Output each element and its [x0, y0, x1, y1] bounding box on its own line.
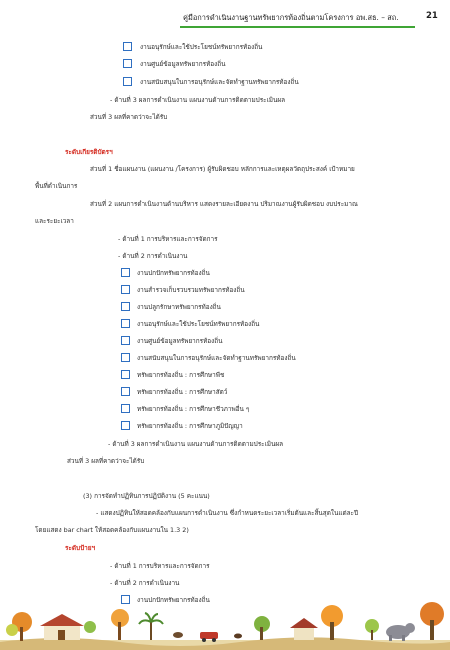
paragraph: (3) การจัดทำปฏิทินการปฏิบัติงาน (5 คะแนน) — [83, 492, 210, 500]
checkbox-label: ทรัพยากรท้องถิ่น : การศึกษาภูมิปัญญา — [137, 422, 243, 430]
checkbox-label: งานอนุรักษ์และใช้ประโยชน์ทรัพยากรท้องถิ่น — [140, 43, 263, 51]
checkbox[interactable] — [121, 285, 130, 294]
header-title: คู่มือการดำเนินงานฐานทรัพยากรท้องถิ่นตามโครงการ อพ.สธ. – สถ. — [183, 13, 399, 22]
checkbox-label: ทรัพยากรท้องถิ่น : การศึกษาสัตว์ — [137, 388, 228, 396]
page-number: 21 — [426, 11, 438, 21]
checkbox[interactable] — [121, 319, 130, 328]
paragraph: ส่วนที่ 3 ผลที่คาดว่าจะได้รับ — [90, 113, 168, 121]
checkbox[interactable] — [121, 353, 130, 362]
checkbox-label: งานศูนย์ข้อมูลทรัพยากรท้องถิ่น — [137, 337, 223, 345]
checkbox-label: ทรัพยากรท้องถิ่น : การศึกษาชีวภาพอื่น ๆ — [137, 405, 250, 413]
checkbox[interactable] — [121, 387, 130, 396]
section-item: - ด้านที่ 2 การดำเนินงาน — [110, 579, 180, 587]
rural-landscape-illustration — [0, 572, 450, 650]
section-item: - ด้านที่ 1 การบริหารและการจัดการ — [110, 562, 210, 570]
checkbox-label: งานปลูกรักษาทรัพยากรท้องถิ่น — [137, 303, 221, 311]
checkbox-label: งานสนับสนุนในการอนุรักษ์และจัดทำฐานทรัพยากรท้องถิ่น — [140, 78, 299, 86]
paragraph: ส่วนที่ 3 ผลที่คาดว่าจะได้รับ — [67, 457, 145, 465]
checkbox[interactable] — [121, 404, 130, 413]
checkbox-label: ทรัพยากรท้องถิ่น : การศึกษาพืช — [137, 371, 225, 379]
paragraph: ส่วนที่ 1 ชื่อแผนงาน (แผนงาน /โครงการ) ผู้รับผิดชอบ หลักการและเหตุผลวัตถุประสงค์ เป้าหมาย — [90, 165, 355, 173]
section-heading: ระดับป้ายฯ — [65, 544, 96, 552]
checkbox-label: งานศูนย์ข้อมูลทรัพยากรท้องถิ่น — [140, 60, 226, 68]
header-rule — [180, 26, 415, 28]
page-header — [0, 10, 450, 30]
paragraph: โดยแสดง bar chart ให้สอดคล้องกับแผนงานใน 1.3 2) — [35, 526, 189, 534]
checkbox[interactable] — [123, 59, 132, 68]
checkbox[interactable] — [121, 336, 130, 345]
paragraph: ส่วนที่ 2 แผนการดำเนินงานด้านบริหาร แสดงรายละเอียดงาน ปริมาณงานผู้รับผิดชอบ งบประมาณ — [90, 200, 358, 208]
paragraph: และระยะเวลา — [35, 217, 74, 225]
section-heading: ระดับเกียรติบัตรฯ — [65, 148, 113, 156]
paragraph: พื้นที่ดำเนินการ — [35, 182, 78, 190]
checkbox-label: งานอนุรักษ์และใช้ประโยชน์ทรัพยากรท้องถิ่น — [137, 320, 260, 328]
checkbox[interactable] — [121, 421, 130, 430]
section-item: - ด้านที่ 3 ผลการดำเนินงาน แผนงานด้านการติดตามประเมินผล — [110, 96, 286, 104]
checkbox[interactable] — [123, 42, 132, 51]
checkbox[interactable] — [121, 370, 130, 379]
paragraph: - แสดงปฏิทินให้สอดคล้องกับแผนการดำเนินงาน ซึ่งกำหนดระยะเวลาเริ่มต้นและสิ้นสุดในแต่ละปี — [96, 509, 359, 517]
checkbox[interactable] — [121, 268, 130, 277]
checkbox-label: งานปกปักทรัพยากรท้องถิ่น — [137, 596, 210, 604]
section-item: - ด้านที่ 1 การบริหารและการจัดการ — [118, 235, 218, 243]
section-item: - ด้านที่ 2 การดำเนินงาน — [118, 252, 188, 260]
checkbox-label: งานสำรวจเก็บรวบรวมทรัพยากรท้องถิ่น — [137, 286, 245, 294]
checkbox[interactable] — [123, 77, 132, 86]
checkbox-label: งานปกปักทรัพยากรท้องถิ่น — [137, 269, 210, 277]
checkbox-label: งานสนับสนุนในการอนุรักษ์และจัดทำฐานทรัพยากรท้องถิ่น — [137, 354, 296, 362]
checkbox[interactable] — [121, 302, 130, 311]
section-item: - ด้านที่ 3 ผลการดำเนินงาน แผนงานด้านการติดตามประเมินผล — [108, 440, 284, 448]
